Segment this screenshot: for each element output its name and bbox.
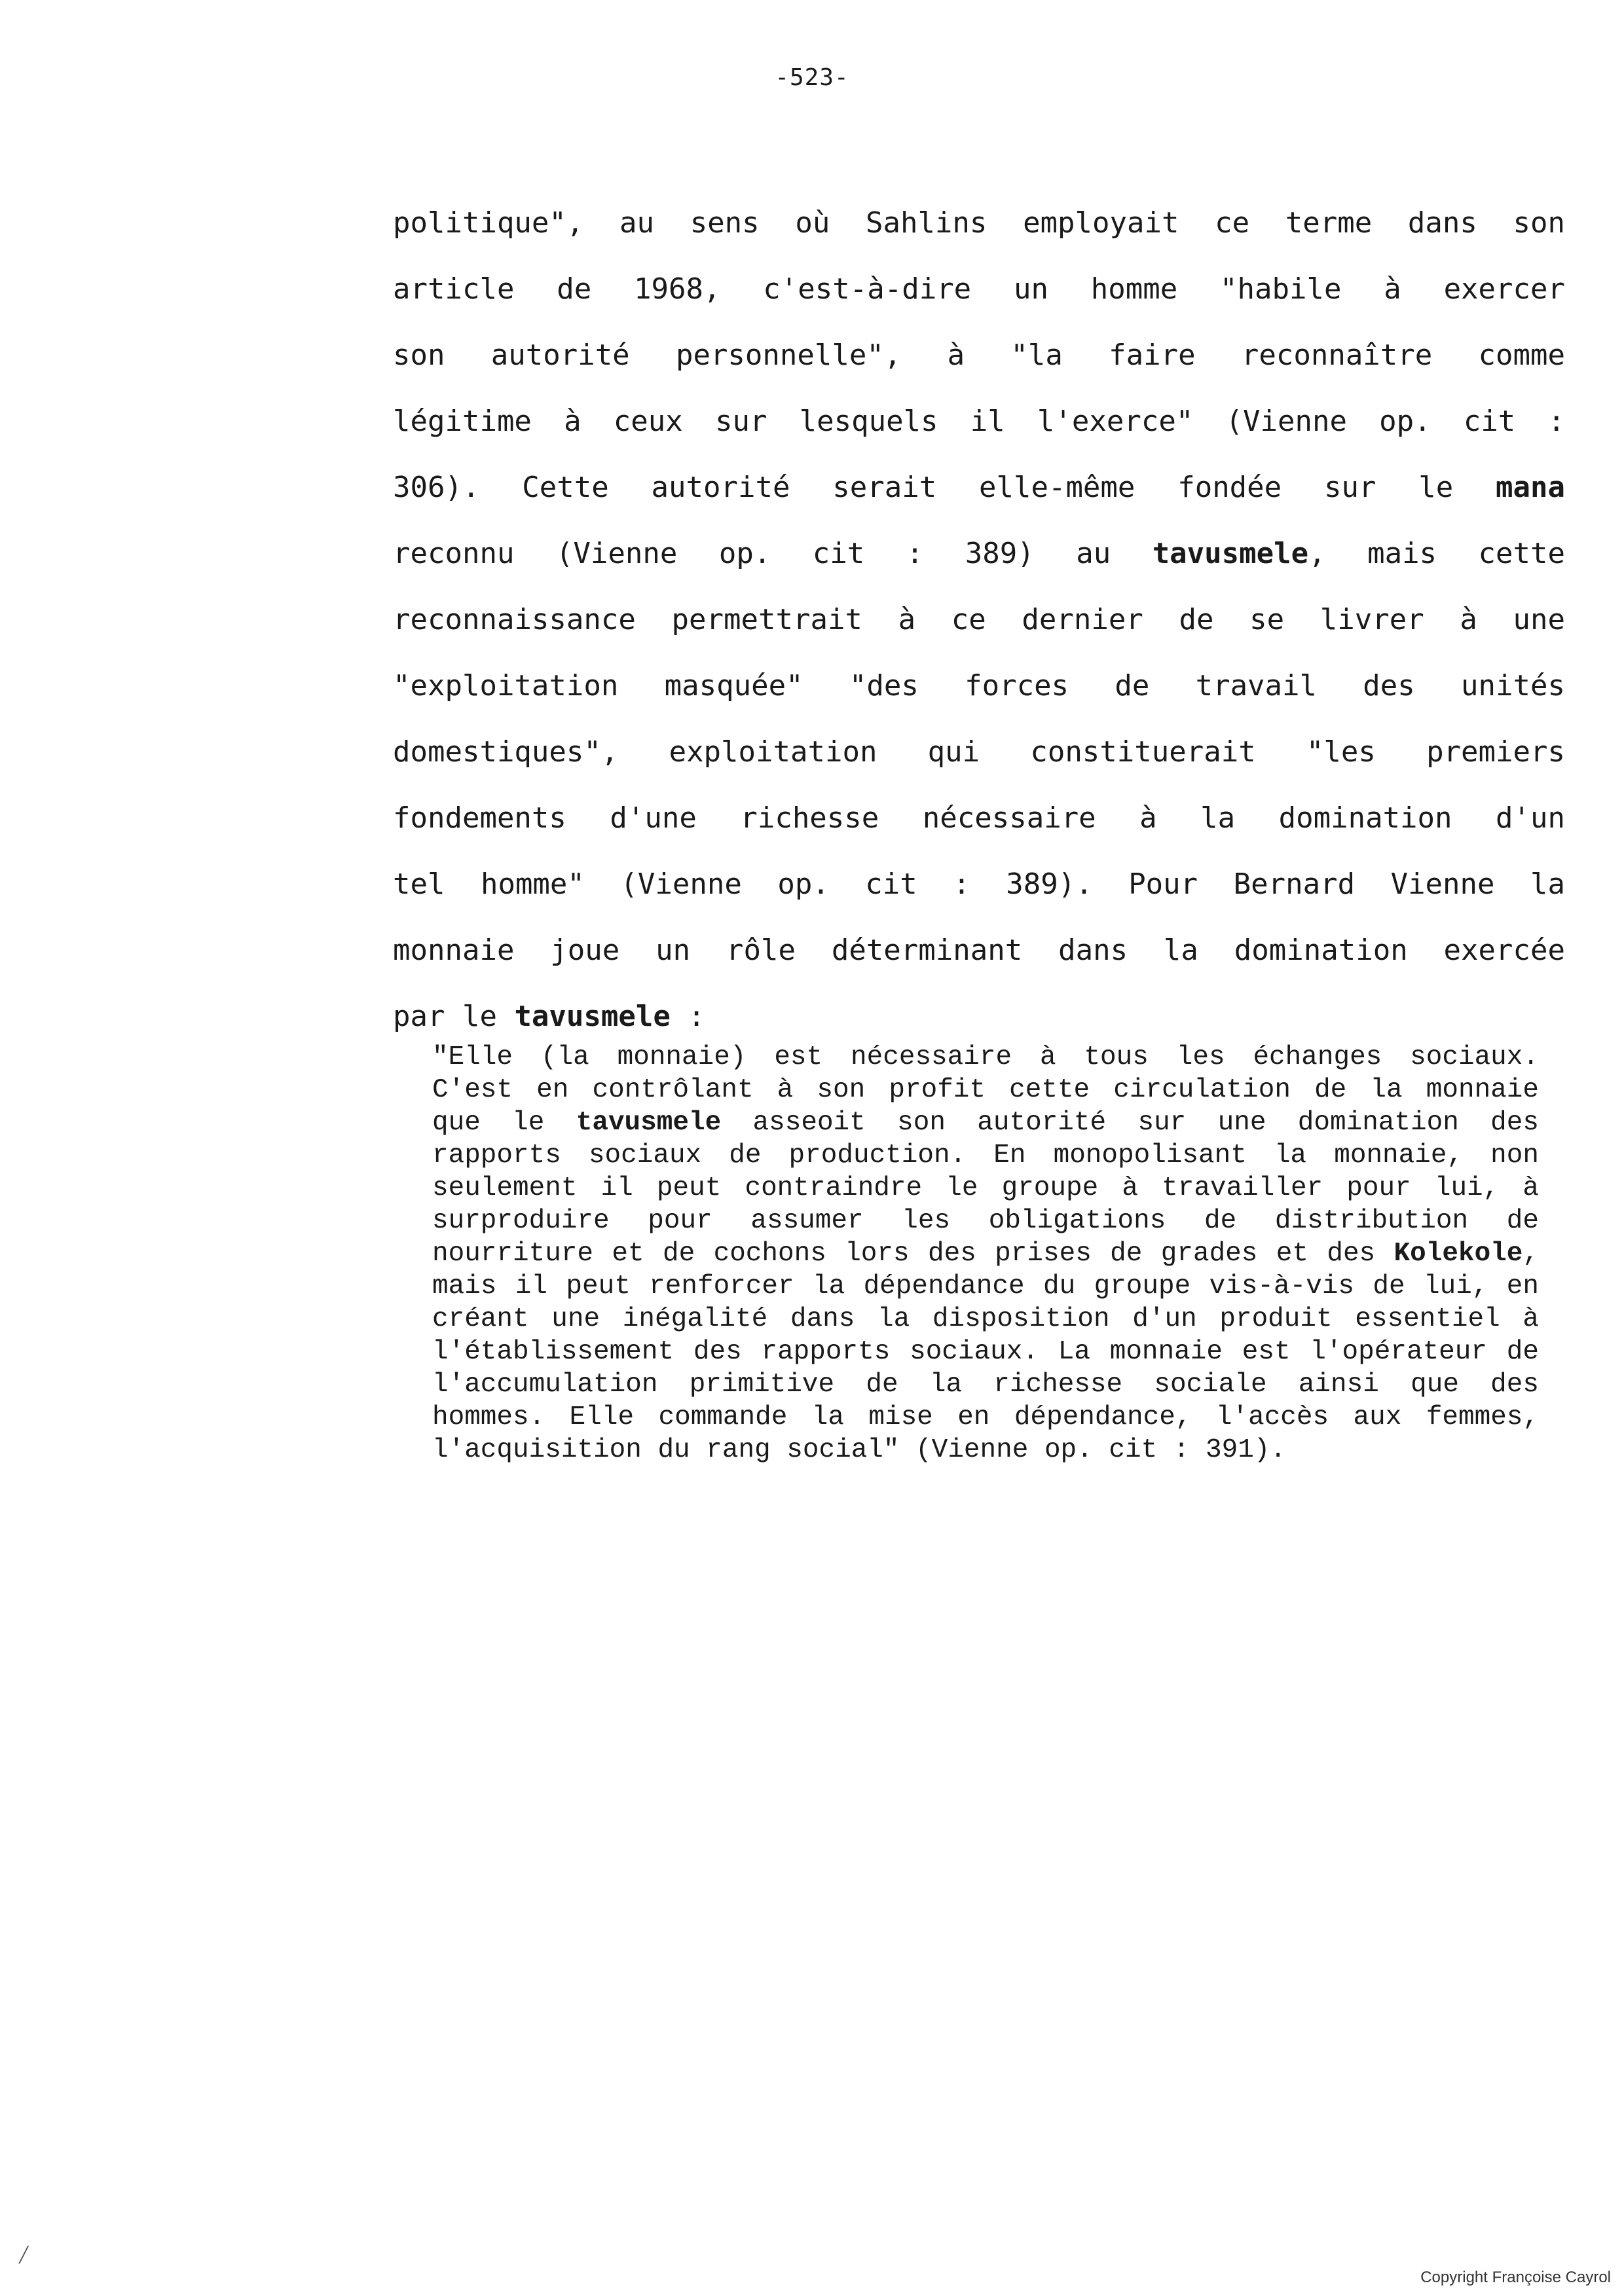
- body-line: légitime à ceux sur lesquels il l'exerce" (Vienne op. cit :: [393, 405, 1565, 438]
- quote-line: que le tavusmele asseoit son autorité sur une domination des: [432, 1108, 1539, 1138]
- body-line: domestiques", exploitation qui constituerait "les premiers: [393, 735, 1565, 769]
- body-line: 306). Cette autorité serait elle-même fondée sur le mana: [393, 471, 1565, 504]
- term-kolekole: Kolekole: [1393, 1239, 1523, 1269]
- body-line: "exploitation masquée" "des forces de travail des unités: [393, 669, 1565, 702]
- quote-line: seulement il peut contraindre le groupe à travailler pour lui, à: [432, 1173, 1539, 1203]
- body-line: son autorité personnelle", à "la faire reconnaître comme: [393, 338, 1565, 372]
- body-line: fondements d'une richesse nécessaire à la domination d'un: [393, 801, 1565, 835]
- margin-mark: /: [20, 2240, 28, 2269]
- quote-line: hommes. Elle commande la mise en dépendance, l'accès aux femmes,: [432, 1402, 1539, 1432]
- body-line: article de 1968, c'est-à-dire un homme "habile à exercer: [393, 272, 1565, 306]
- page-number: -523-: [775, 64, 849, 91]
- copyright-notice: Copyright Françoise Cayrol: [1420, 2269, 1611, 2286]
- body-line: tel homme" (Vienne op. cit : 389). Pour Bernard Vienne la: [393, 867, 1565, 901]
- body-line: reconnu (Vienne op. cit : 389) au tavusmele, mais cette: [393, 537, 1565, 570]
- term-tavusmele: tavusmele: [1152, 537, 1309, 570]
- quote-line: l'établissement des rapports sociaux. La monnaie est l'opérateur de: [432, 1337, 1539, 1367]
- quote-line: nourriture et de cochons lors des prises de grades et des Kolekole,: [432, 1239, 1539, 1269]
- body-line: politique", au sens où Sahlins employait ce terme dans son: [393, 206, 1565, 240]
- body-text: [393, 190, 1565, 1049]
- quote-line: C'est en contrôlant à son profit cette circulation de la monnaie: [432, 1075, 1539, 1105]
- quote-line: surproduire pour assumer les obligations de distribution de: [432, 1206, 1539, 1236]
- block-quote: [432, 1041, 1539, 1467]
- quote-line: l'accumulation primitive de la richesse sociale ainsi que des: [432, 1370, 1539, 1400]
- quote-line: créant une inégalité dans la disposition d'un produit essentiel à: [432, 1304, 1539, 1334]
- term-mana: mana: [1496, 471, 1565, 504]
- term-tavusmele: tavusmele: [576, 1108, 722, 1138]
- term-tavusmele: tavusmele: [514, 1000, 671, 1033]
- body-line: reconnaissance permettrait à ce dernier de se livrer à une: [393, 603, 1565, 636]
- body-line: monnaie joue un rôle déterminant dans la domination exercée: [393, 934, 1565, 967]
- quote-line: rapports sociaux de production. En monopolisant la monnaie, non: [432, 1140, 1539, 1171]
- quote-line: l'acquisition du rang social" (Vienne op. cit : 391).: [432, 1435, 1287, 1465]
- quote-line: "Elle (la monnaie) est nécessaire à tous les échanges sociaux.: [432, 1042, 1539, 1072]
- body-line: par le tavusmele :: [393, 1000, 705, 1033]
- quote-line: mais il peut renforcer la dépendance du groupe vis-à-vis de lui, en: [432, 1271, 1539, 1302]
